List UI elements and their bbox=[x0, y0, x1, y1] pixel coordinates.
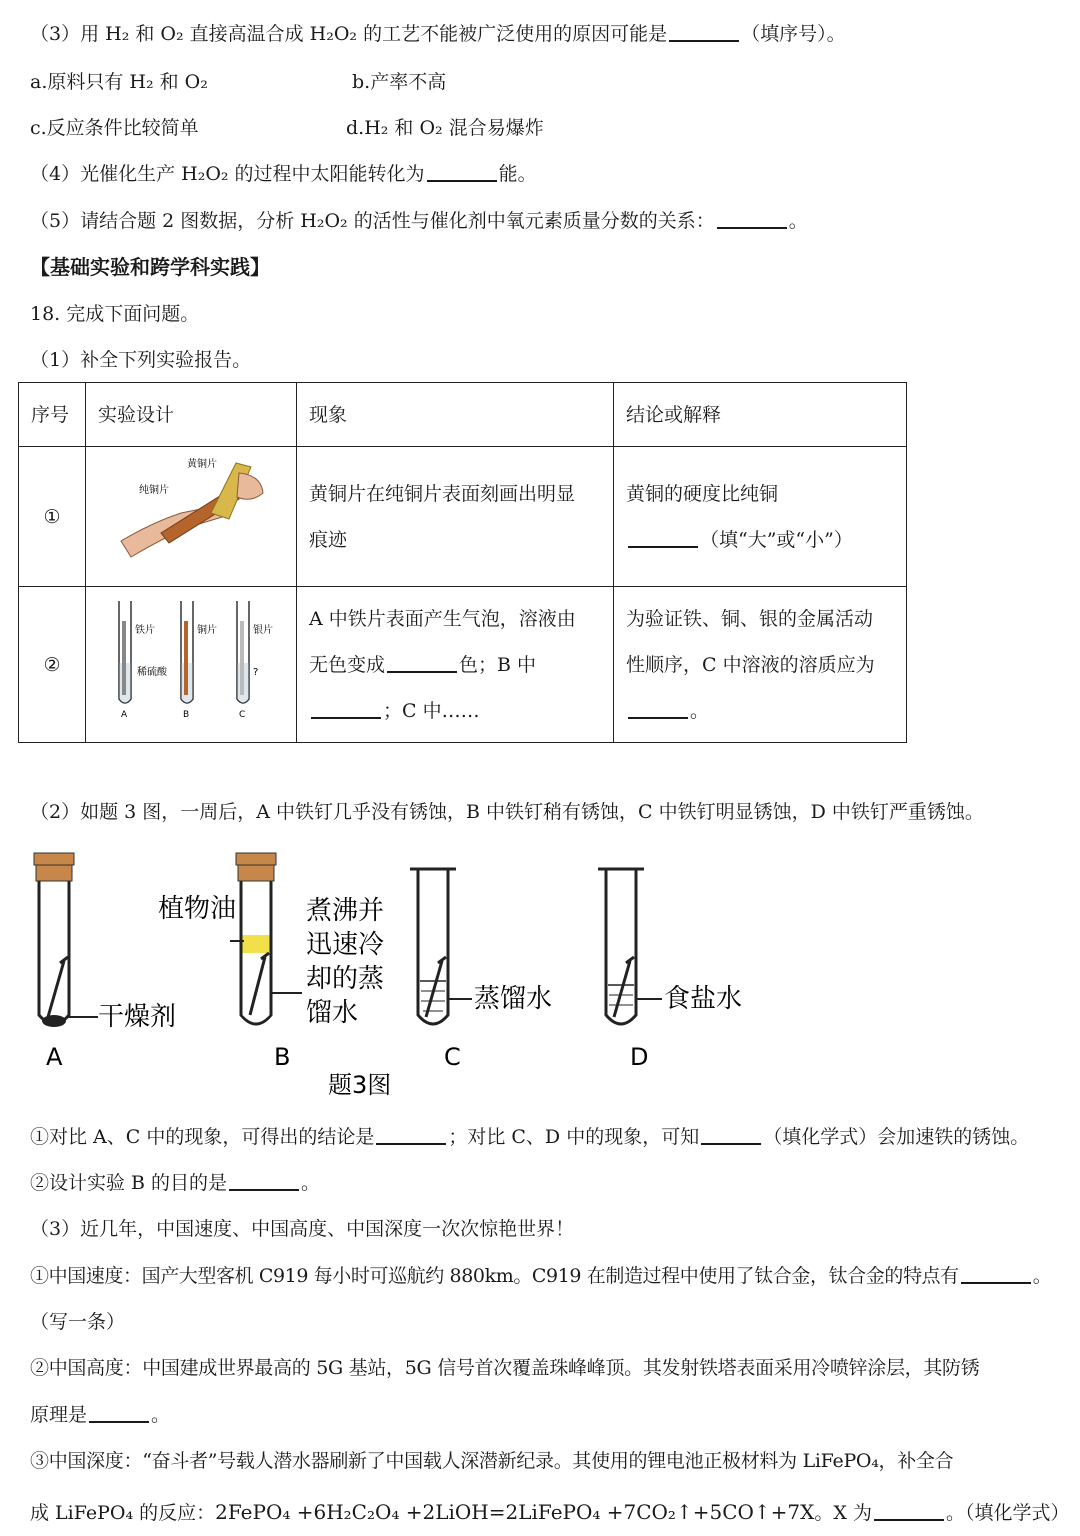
question-text: 。 bbox=[151, 1404, 171, 1426]
hand-shape bbox=[237, 473, 263, 499]
phenomenon-text: 色；B 中 bbox=[459, 653, 537, 676]
question-text: ；对比 C、D 中的现象，可知 bbox=[448, 1126, 700, 1148]
rusting-experiment-figure bbox=[20, 845, 780, 1105]
q17-part3 bbox=[30, 20, 846, 48]
phenomenon-text: A 中铁片表面产生气泡，溶液由 bbox=[309, 607, 576, 630]
label-boiled-water: 煮沸并 bbox=[306, 896, 385, 926]
question-text: 。 bbox=[301, 1172, 321, 1194]
figure-caption: 题3图 bbox=[328, 1071, 392, 1099]
q18-part3: （3）近几年，中国速度、中国高度、中国深度一次次惊艳世界！ bbox=[30, 1218, 575, 1240]
q17-part5 bbox=[30, 207, 808, 235]
table-row bbox=[19, 587, 907, 743]
q17-option-d: d.H₂ 和 O₂ 混合易爆炸 bbox=[346, 117, 544, 139]
q18-part1: （1）补全下列实验报告。 bbox=[30, 349, 252, 371]
test-tube-b bbox=[181, 601, 193, 703]
q18-2-sub2 bbox=[30, 1169, 320, 1197]
q18-3-sub2-cont bbox=[30, 1401, 170, 1429]
label-salt-water: 食盐水 bbox=[664, 984, 743, 1014]
answer-blank[interactable] bbox=[669, 22, 739, 42]
question-text: 。X 为 bbox=[814, 1502, 872, 1524]
header-cell: 序号 bbox=[19, 383, 86, 447]
label-boiled-water: 馏水 bbox=[306, 998, 359, 1028]
table-row bbox=[19, 447, 907, 587]
conclusion-cell bbox=[614, 587, 907, 743]
question-text: 成 LiFePO₄ 的反应： bbox=[30, 1502, 216, 1524]
q18-part2: （2）如题 3 图，一周后，A 中铁钉几乎没有锈蚀，B 中铁钉稍有锈蚀，C 中铁钉明显锈蚀，D 中铁钉严重锈蚀。 bbox=[30, 801, 984, 823]
conclusion-text: 为验证铁、铜、银的金属活动 bbox=[626, 607, 874, 630]
q18-3-sub2: ②中国高度：中国建成世界最高的 5G 基站，5G 信号首次覆盖珠峰峰顶。其发射铁塔表面采用冷喷锌涂层，其防锈 bbox=[30, 1357, 980, 1379]
answer-blank[interactable] bbox=[376, 1125, 446, 1145]
label-desiccant: 干燥剂 bbox=[98, 1002, 177, 1032]
answer-blank[interactable] bbox=[311, 699, 381, 719]
q17-option-c: c.反应条件比较简单 bbox=[30, 117, 199, 139]
label-distilled-water: 蒸馏水 bbox=[474, 984, 553, 1014]
phenomenon-line bbox=[309, 642, 601, 688]
row-number: ① bbox=[19, 447, 86, 587]
label-boiled-water: 迅速冷 bbox=[306, 930, 385, 960]
q17-option-b: b.产率不高 bbox=[352, 71, 447, 93]
q17-3-suffix: （填序号）。 bbox=[741, 23, 846, 45]
answer-blank[interactable] bbox=[717, 209, 787, 229]
test-tube-a bbox=[119, 601, 131, 703]
conclusion-text: 性顺序，C 中溶液的溶质应为 bbox=[626, 653, 875, 676]
q18-3-sub3-cont bbox=[30, 1498, 1069, 1527]
phenomenon-line bbox=[309, 688, 601, 734]
chemical-equation: 2FePO₄ +6H₂C₂O₄ +2LiOH=2LiFePO₄ +7CO₂↑+5CO↑+7X bbox=[215, 1500, 815, 1524]
question-text: 。 bbox=[1032, 1265, 1052, 1287]
q18-3-sub3: ③中国深度：“奋斗者”号载人潜水器刷新了中国载人深潜新纪录。其使用的锂电池正极材料为 LiFePO₄，补全合 bbox=[30, 1450, 954, 1472]
q17-option-a: a.原料只有 H₂ 和 O₂ bbox=[30, 71, 208, 93]
conclusion-text: 黄铜的硬度比纯铜 bbox=[626, 482, 779, 505]
label-b: B bbox=[183, 710, 190, 720]
label-copper: 纯铜片 bbox=[139, 485, 169, 496]
conclusion-text: 。 bbox=[690, 699, 710, 722]
header-cell: 结论或解释 bbox=[614, 383, 907, 447]
label-silver: 银片 bbox=[253, 625, 273, 636]
question-text: ①中国速度：国产大型客机 C919 每小时可巡航约 880km。C919 在制造过程中使用了钛合金，钛合金的特点有 bbox=[30, 1265, 959, 1287]
question-text: 原理是 bbox=[30, 1404, 88, 1426]
q18-title: 18. 完成下面问题。 bbox=[30, 303, 200, 325]
answer-blank[interactable] bbox=[628, 528, 698, 548]
answer-blank[interactable] bbox=[628, 699, 688, 719]
tube-d bbox=[598, 869, 662, 1024]
label-tube-d: D bbox=[630, 1043, 649, 1071]
label-question: ? bbox=[253, 667, 259, 678]
label-tube-b: B bbox=[274, 1043, 291, 1071]
answer-blank[interactable] bbox=[89, 1403, 149, 1423]
header-cell: 现象 bbox=[297, 383, 614, 447]
answer-blank[interactable] bbox=[701, 1125, 761, 1145]
metal-activity-figure-cell bbox=[86, 587, 297, 743]
table-header-row bbox=[19, 383, 907, 447]
label-a: A bbox=[121, 710, 128, 720]
q17-4-text: （4）光催化生产 H₂O₂ 的过程中太阳能转化为 bbox=[30, 163, 425, 185]
question-text: 。（填化学式） bbox=[945, 1502, 1070, 1524]
label-oil: 植物油 bbox=[158, 894, 237, 924]
q18-3-sub1 bbox=[30, 1262, 1051, 1290]
answer-blank[interactable] bbox=[229, 1171, 299, 1191]
label-brass: 黄铜片 bbox=[187, 459, 217, 470]
conclusion-cell bbox=[614, 447, 907, 587]
q17-3-text: （3）用 H₂ 和 O₂ 直接高温合成 H₂O₂ 的工艺不能被广泛使用的原因可能是 bbox=[30, 23, 668, 45]
label-tube-c: C bbox=[444, 1043, 461, 1071]
conclusion-line bbox=[626, 517, 894, 563]
experiment-report-table bbox=[18, 382, 907, 743]
phenomenon-cell bbox=[297, 587, 614, 743]
q17-4-suffix: 能。 bbox=[498, 163, 537, 185]
phenomenon-text: 黄铜片在纯铜片表面刻画出明显 bbox=[309, 482, 576, 505]
phenomenon-cell bbox=[297, 447, 614, 587]
header-cell: 实验设计 bbox=[86, 383, 297, 447]
label-c: C bbox=[239, 710, 246, 720]
q17-5-text: （5）请结合题 2 图数据，分析 H₂O₂ 的活性与催化剂中氧元素质量分数的关系： bbox=[30, 210, 715, 232]
label-iron: 铁片 bbox=[135, 625, 155, 636]
q17-part4 bbox=[30, 160, 537, 188]
scratch-test-figure bbox=[111, 453, 271, 563]
question-text: ①对比 A、C 中的现象，可得出的结论是 bbox=[30, 1126, 375, 1148]
tube-b bbox=[230, 853, 302, 1024]
label-boiled-water: 却的蒸 bbox=[306, 964, 385, 994]
test-tube-c bbox=[237, 601, 249, 703]
tube-c bbox=[410, 869, 472, 1024]
scratch-test-figure-cell bbox=[86, 447, 297, 587]
question-text: （填化学式）会加速铁的锈蚀。 bbox=[763, 1126, 1030, 1148]
section-heading: 【基础实验和跨学科实践】 bbox=[30, 255, 270, 279]
phenomenon-text: 无色变成 bbox=[309, 653, 386, 676]
phenomenon-text: 痕迹 bbox=[309, 528, 348, 551]
question-text: ②设计实验 B 的目的是 bbox=[30, 1172, 228, 1194]
label-tube-a: A bbox=[46, 1043, 63, 1071]
phenomenon-text: ；C 中…… bbox=[383, 699, 480, 722]
answer-blank[interactable] bbox=[427, 162, 497, 182]
answer-blank[interactable] bbox=[961, 1264, 1031, 1284]
q18-2-sub1 bbox=[30, 1123, 1029, 1151]
q18-3-sub1-note: （写一条） bbox=[30, 1311, 126, 1333]
conclusion-text: （填“大”或“小”） bbox=[700, 528, 853, 551]
conclusion-line bbox=[626, 688, 894, 734]
answer-blank[interactable] bbox=[387, 653, 457, 673]
label-copper: 铜片 bbox=[197, 625, 217, 636]
row-number: ② bbox=[19, 587, 86, 743]
label-acid: 稀硫酸 bbox=[137, 667, 167, 678]
tube-a bbox=[34, 853, 98, 1027]
q17-5-suffix: 。 bbox=[788, 210, 808, 232]
metal-activity-figure bbox=[101, 591, 281, 721]
answer-blank[interactable] bbox=[874, 1501, 944, 1521]
